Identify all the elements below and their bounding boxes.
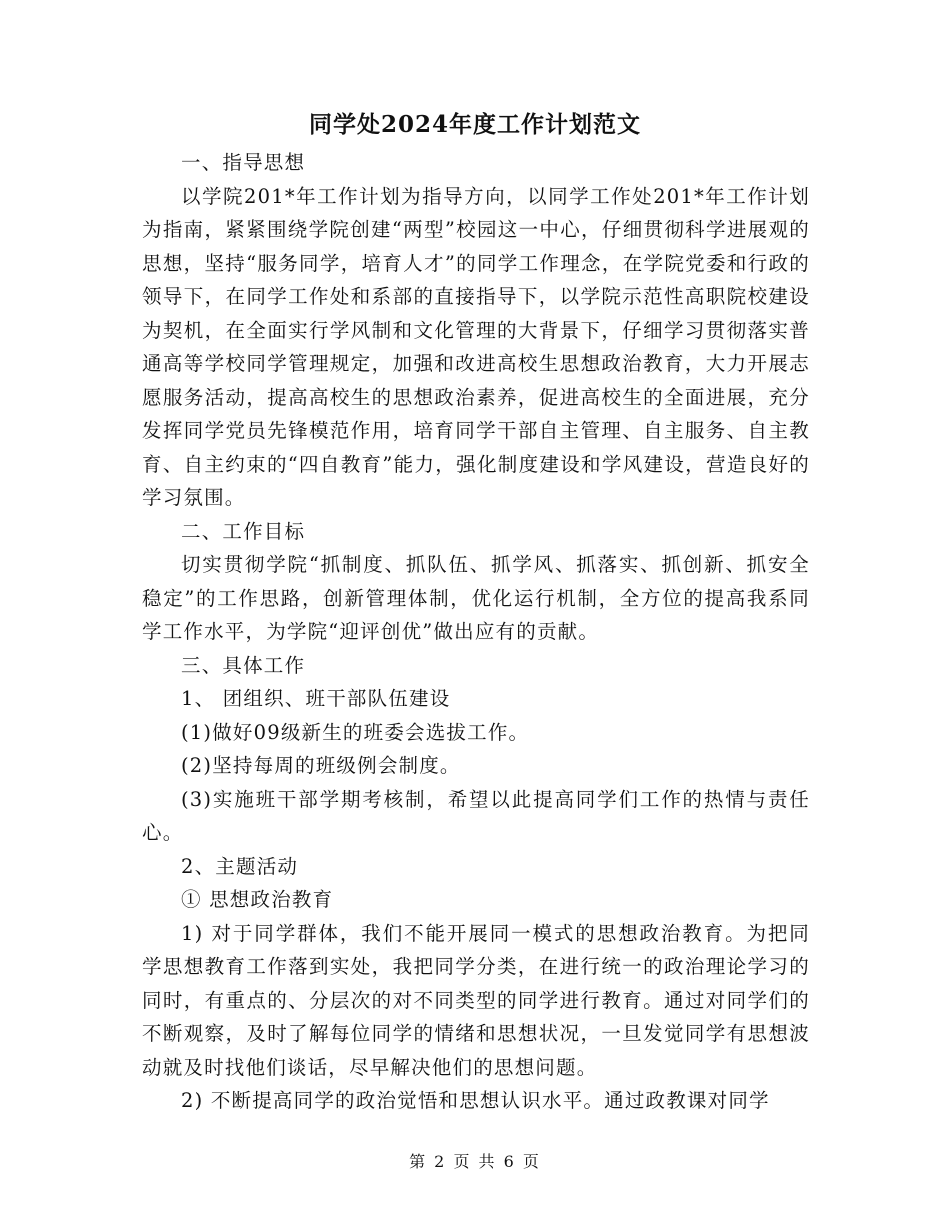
paragraph-guiding-ideology: 以学院201*年工作计划为指导方向，以同学工作处201*年工作计划为指南，紧紧围绕学院创建“两型”校园这一中心，仔细贯彻科学进展观的思想，坚持“服务同学，培育人才”的同学工作理念，在学院党委和行政的领导下，在同学工作处和系部的直接指导下，以学院示范性高职院校建设为契机，在全面实行学风制和文化管理的大背景下，仔细学习贯彻落实普通高等学校同学管理规定，加强和改进高校生思想政治教育，大力开展志愿服务活动，提高高校生的思想政治素养，促进高校生的全面进展，充分发挥同学党员先锋模范作用，培育同学干部自主管理、自主服务、自主教育、自主约束的“四自教育”能力，强化制度建设和学风建设，营造良好的学习氛围。 [142, 184, 810, 509]
document-body [142, 146, 810, 1118]
document-title: 同学处2024年度工作计划范文 [308, 111, 641, 138]
section-heading-specific-work: 三、具体工作 [181, 653, 306, 677]
page-number: 第 2 页 共 6 页 [409, 1152, 541, 1171]
section-heading-guiding-ideology: 一、指导思想 [181, 151, 306, 174]
list-item-1: (1)做好09级新生的班委会选拔工作。 [181, 720, 530, 744]
subheading-theme-activities: 2、主题活动 [181, 854, 299, 878]
list-item-3: (3)实施班干部学期考核制，希望以此提高同学们工作的热情与责任心。 [142, 787, 810, 844]
section-heading-work-goals: 二、工作目标 [181, 519, 306, 543]
subheading-political-education: ① 思想政治教育 [181, 888, 334, 911]
paragraph-work-goals: 切实贯彻学院“抓制度、抓队伍、抓学风、抓落实、抓创新、抓安全稳定”的工作思路，创新管理体制，优化运行机制，全方位的提高我系同学工作水平，为学院“迎评创优”做出应有的贡献。 [142, 553, 810, 643]
paragraph-point-1: 1) 对于同学群体，我们不能开展同一模式的思想政治教育。为把同学思想教育工作落到实处，我把同学分类，在进行统一的政治理论学习的同时，有重点的、分层次的对不同类型的同学进行教育。通过对同学们的不断观察，及时了解每位同学的情绪和思想状况，一旦发觉同学有思想波动就及时找他们谈话，尽早解决他们的思想问题。 [142, 921, 810, 1079]
subheading-team-building: 1、 团组织、班干部队伍建设 [181, 687, 451, 710]
paragraph-point-2: 2) 不断提高同学的政治觉悟和思想认识水平。通过政教课对同学 [181, 1089, 770, 1112]
list-item-2: (2)坚持每周的班级例会制度。 [181, 754, 461, 777]
